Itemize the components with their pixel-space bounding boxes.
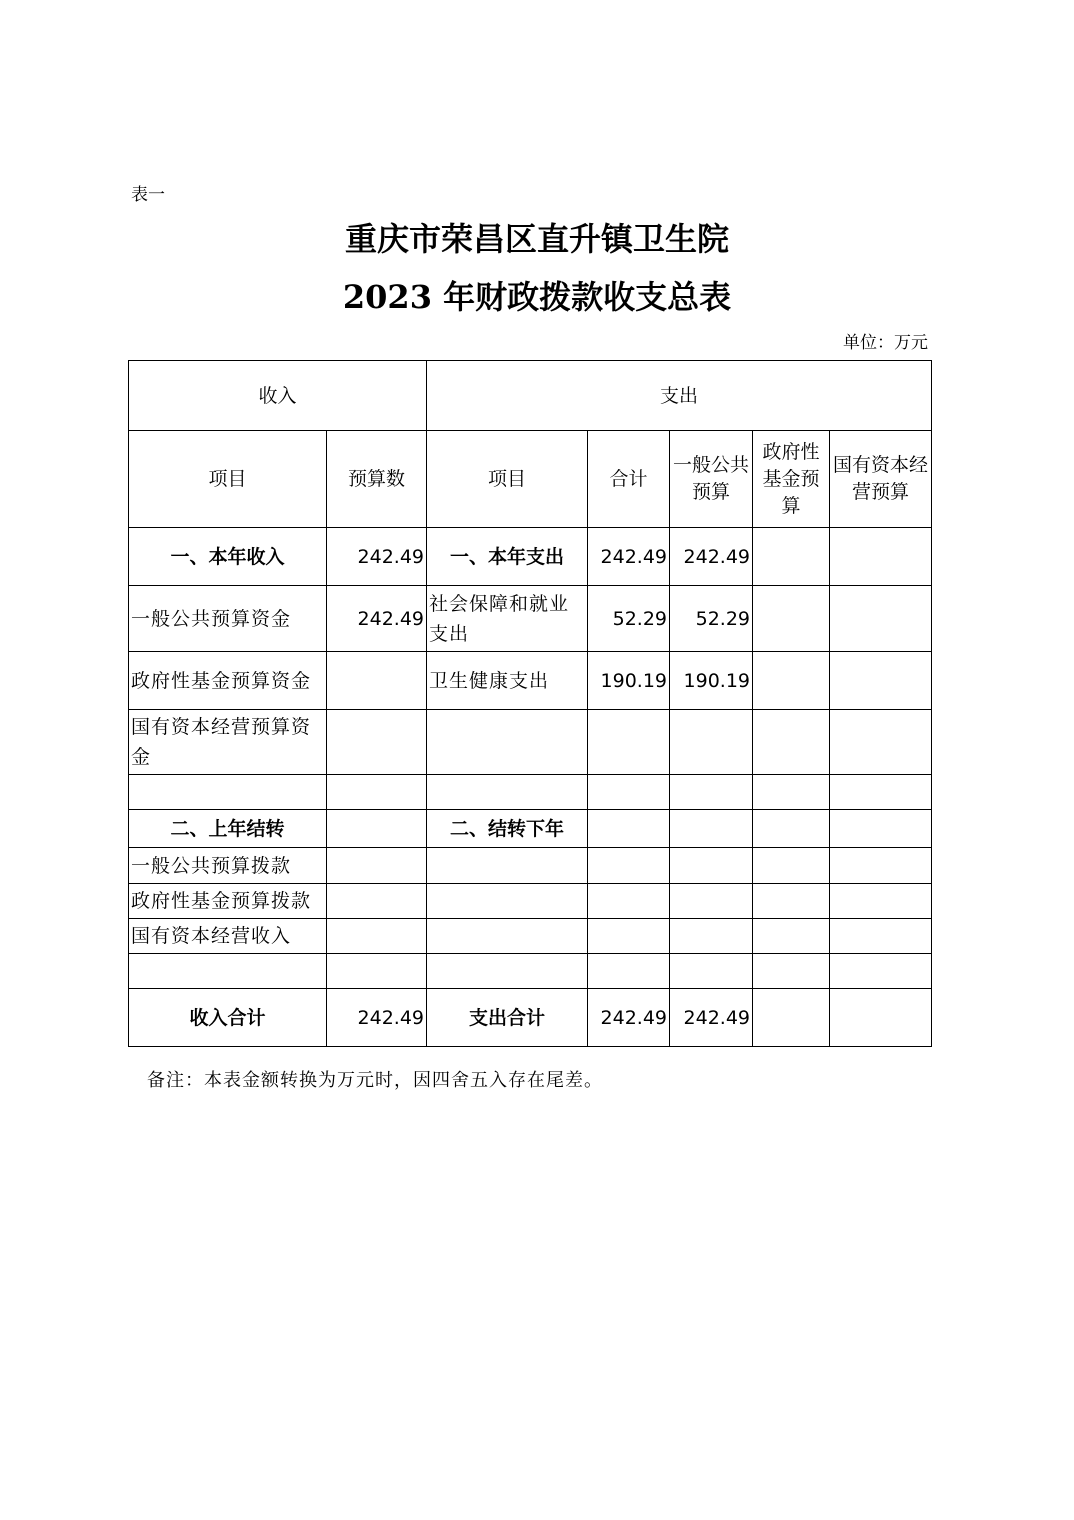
income-value <box>327 954 427 989</box>
capital-value <box>830 989 932 1047</box>
expense-item <box>427 775 588 810</box>
table-row <box>129 919 932 954</box>
general-public-header: 一般公共预算 <box>670 431 753 528</box>
fund-value <box>753 775 830 810</box>
fund-value <box>753 710 830 775</box>
gov-fund-header: 政府性基金预算 <box>753 431 830 528</box>
table-row <box>129 989 932 1047</box>
income-value: 242.49 <box>327 586 427 652</box>
expense-header: 支出 <box>427 361 932 431</box>
document-subtitle: 2023 年财政拨款收支总表 <box>342 278 732 316</box>
income-value <box>327 652 427 710</box>
expense-item: 二、结转下年 <box>427 810 588 848</box>
expense-item: 卫生健康支出 <box>427 652 588 710</box>
general-value <box>670 710 753 775</box>
table-row <box>129 848 932 884</box>
income-item <box>129 954 327 989</box>
fund-value <box>753 586 830 652</box>
fund-value <box>753 954 830 989</box>
budget-header: 预算数 <box>327 431 427 528</box>
total-value <box>588 810 670 848</box>
general-value: 190.19 <box>670 652 753 710</box>
income-item: 国有资本经营预算资金 <box>129 710 327 775</box>
table-row <box>129 775 932 810</box>
total-value: 242.49 <box>588 989 670 1047</box>
income-value <box>327 710 427 775</box>
capital-value <box>830 710 932 775</box>
capital-value <box>830 810 932 848</box>
table-row <box>129 810 932 848</box>
income-item: 一般公共预算拨款 <box>129 848 327 884</box>
income-header: 收入 <box>129 361 427 431</box>
capital-value <box>830 954 932 989</box>
expense-item: 一、本年支出 <box>427 528 588 586</box>
expense-item: 支出合计 <box>427 989 588 1047</box>
table-row <box>129 710 932 775</box>
general-value <box>670 954 753 989</box>
table-row <box>129 586 932 652</box>
table-row <box>129 528 932 586</box>
total-value: 242.49 <box>588 528 670 586</box>
income-value <box>327 775 427 810</box>
unit-label: 单位：万元 <box>843 333 928 353</box>
capital-value <box>830 586 932 652</box>
fund-value <box>753 989 830 1047</box>
table-row <box>129 954 932 989</box>
fund-value <box>753 652 830 710</box>
expense-item-header: 项目 <box>427 431 588 528</box>
general-value <box>670 848 753 884</box>
fund-value <box>753 810 830 848</box>
total-value: 190.19 <box>588 652 670 710</box>
income-value <box>327 884 427 919</box>
total-value <box>588 919 670 954</box>
income-item <box>129 775 327 810</box>
general-value <box>670 884 753 919</box>
expense-item <box>427 848 588 884</box>
total-value <box>588 884 670 919</box>
capital-value <box>830 652 932 710</box>
general-value: 242.49 <box>670 528 753 586</box>
capital-value <box>830 528 932 586</box>
income-item: 国有资本经营收入 <box>129 919 327 954</box>
fund-value <box>753 528 830 586</box>
expense-item <box>427 954 588 989</box>
capital-value <box>830 919 932 954</box>
income-item: 一般公共预算资金 <box>129 586 327 652</box>
expense-item <box>427 884 588 919</box>
income-value: 242.49 <box>327 989 427 1047</box>
expense-item: 社会保障和就业支出 <box>427 586 588 652</box>
expense-item <box>427 919 588 954</box>
table-row <box>129 652 932 710</box>
income-item: 一、本年收入 <box>129 528 327 586</box>
capital-value <box>830 848 932 884</box>
total-value <box>588 775 670 810</box>
general-value: 242.49 <box>670 989 753 1047</box>
income-item: 收入合计 <box>129 989 327 1047</box>
general-value <box>670 775 753 810</box>
total-value: 52.29 <box>588 586 670 652</box>
income-value: 242.49 <box>327 528 427 586</box>
general-value <box>670 810 753 848</box>
document-title: 重庆市荣昌区直升镇卫生院 <box>344 220 729 258</box>
income-item: 二、上年结转 <box>129 810 327 848</box>
fund-value <box>753 848 830 884</box>
income-item: 政府性基金预算资金 <box>129 652 327 710</box>
income-value <box>327 848 427 884</box>
total-header: 合计 <box>588 431 670 528</box>
fund-value <box>753 884 830 919</box>
table-label: 表一 <box>131 185 165 205</box>
expense-item <box>427 710 588 775</box>
fund-value <box>753 919 830 954</box>
footnote: 备注：本表金额转换为万元时，因四舍五入存在尾差。 <box>147 1070 603 1091</box>
income-value <box>327 919 427 954</box>
capital-value <box>830 775 932 810</box>
total-value <box>588 954 670 989</box>
budget-table <box>128 360 932 1047</box>
income-value <box>327 810 427 848</box>
general-value <box>670 919 753 954</box>
general-value: 52.29 <box>670 586 753 652</box>
capital-value <box>830 884 932 919</box>
table-row <box>129 884 932 919</box>
total-value <box>588 848 670 884</box>
income-item-header: 项目 <box>129 431 327 528</box>
state-capital-header: 国有资本经营预算 <box>830 431 932 528</box>
income-item: 政府性基金预算拨款 <box>129 884 327 919</box>
total-value <box>588 710 670 775</box>
